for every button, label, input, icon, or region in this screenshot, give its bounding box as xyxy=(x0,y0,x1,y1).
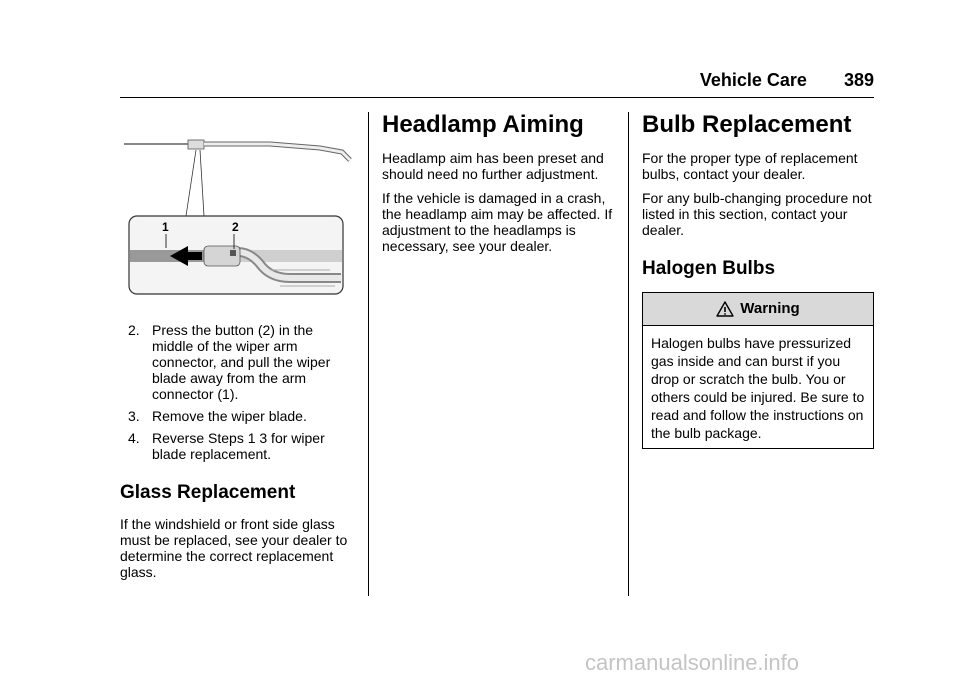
header-rule xyxy=(120,97,874,98)
page-header xyxy=(700,70,874,91)
step-text: Remove the wiper blade. xyxy=(152,408,307,424)
column-3 xyxy=(642,112,874,449)
list-item xyxy=(120,322,352,402)
headlamp-aiming-heading: Headlamp Aiming xyxy=(382,111,584,138)
step-text: Reverse Steps 1 3 for wiper blade replacement. xyxy=(152,430,325,462)
warning-header xyxy=(643,293,873,326)
step-number: 3. xyxy=(128,408,140,424)
headlamp-paragraph-2: If the vehicle is damaged in a crash, the headlamp aim may be affected. If adjustment to the headlamps is necessary, see your dealer. xyxy=(382,190,613,254)
warning-text: Halogen bulbs have pressurized gas inside and can burst if you drop or scratch the bulb. You or others could be injured. Be sure to read and follow the instructions on the bulb package. xyxy=(651,335,865,441)
column-2 xyxy=(382,112,614,262)
headlamp-paragraph-1: Headlamp aim has been preset and should need no further adjustment. xyxy=(382,150,604,182)
glass-replacement-text: If the windshield or front side glass must be replaced, see your dealer to determine the correct replacement glass. xyxy=(120,516,348,580)
step-number: 2. xyxy=(128,322,140,338)
warning-triangle-icon xyxy=(716,301,734,317)
callout-1: 1 xyxy=(162,220,169,234)
step-text: Press the button (2) in the middle of the wiper arm connector, and pull the wiper blade away from the arm connector (1). xyxy=(152,322,331,402)
page-number: 389 xyxy=(843,70,874,90)
column-1 xyxy=(120,112,352,588)
step-number: 4. xyxy=(128,430,140,446)
glass-replacement-heading: Glass Replacement xyxy=(120,482,296,503)
list-item xyxy=(120,430,352,462)
halogen-bulbs-heading: Halogen Bulbs xyxy=(642,258,776,279)
column-divider-2 xyxy=(628,112,629,596)
section-title: Vehicle Care xyxy=(699,70,807,90)
column-divider-1 xyxy=(368,112,369,596)
bulb-paragraph-1: For the proper type of replacement bulbs, contact your dealer. xyxy=(642,150,858,182)
warning-box xyxy=(642,292,874,449)
bulb-replacement-heading: Bulb Replacement xyxy=(642,111,852,138)
list-item xyxy=(120,408,352,424)
steps-list xyxy=(120,322,352,462)
wiper-arm-illustration xyxy=(120,122,352,298)
warning-label: Warning xyxy=(740,300,800,317)
callout-2: 2 xyxy=(232,220,239,234)
watermark: carmanualsonline.info xyxy=(585,650,800,675)
bulb-paragraph-2: For any bulb-changing procedure not listed in this section, contact your dealer. xyxy=(642,190,872,238)
